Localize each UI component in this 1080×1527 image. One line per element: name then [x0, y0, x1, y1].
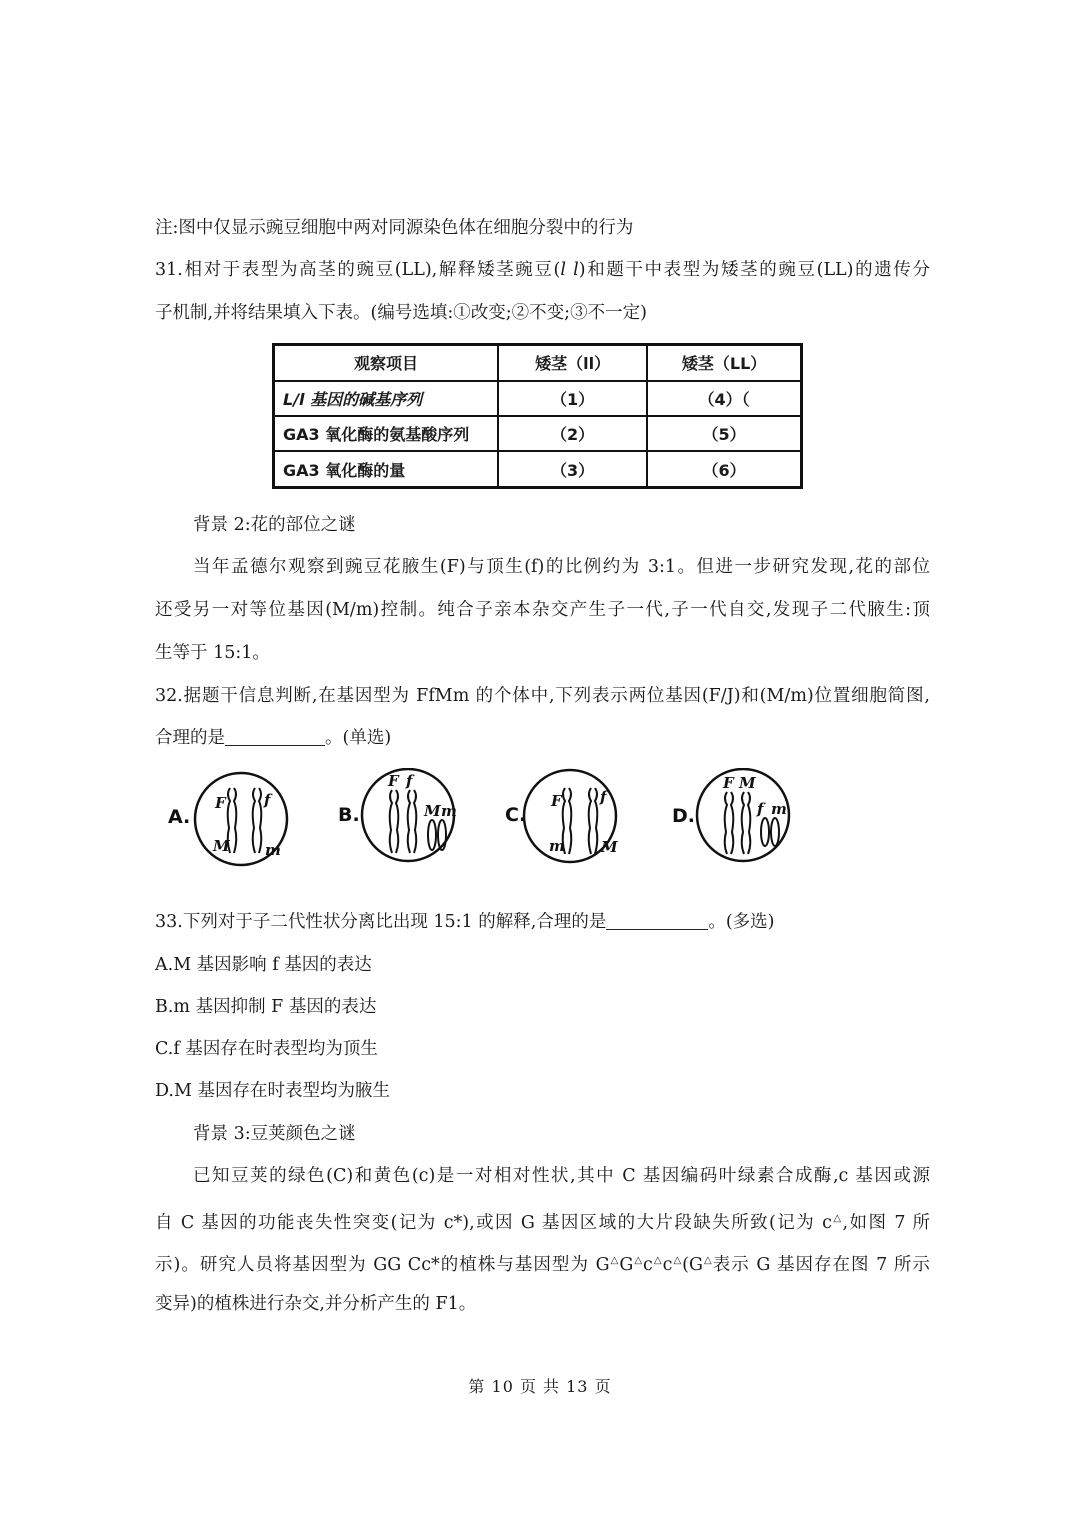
- chromosome: [428, 820, 436, 850]
- table-cell: （4）（: [647, 381, 801, 416]
- figure-note: 注:图中仅显示豌豆细胞中两对同源染色体在细胞分裂中的行为: [155, 218, 634, 238]
- allele-label: m: [441, 802, 457, 820]
- table-cell: （2）: [498, 416, 647, 451]
- option-a-diagram[interactable]: [168, 773, 287, 865]
- bg2-paragraph: 生等于 15:1。: [155, 643, 270, 663]
- page-footer: 第 10 页 共 13 页: [468, 1377, 612, 1396]
- bg3-paragraph: 已知豆荚的绿色(C)和黄色(c)是一对相对性状,其中 C 基因编码叶绿素合成酶,c 基因或源: [193, 1166, 930, 1186]
- option-c-diagram[interactable]: [505, 770, 618, 862]
- bg3-paragraph: 自 C 基因的功能丧失性突变(记为 c*),或因 G 基因区域的大片段缺失所致(记为 c△,如图 7 所: [155, 1212, 931, 1233]
- bg2-title: 背景 2:花的部位之谜: [193, 515, 356, 535]
- q32-line2: 合理的是 。(单选): [155, 728, 392, 748]
- table-row: [274, 381, 802, 416]
- allele-label: m: [265, 841, 281, 859]
- q31-line1: 31.相对于表型为高茎的豌豆(LL),解释矮茎豌豆(l l)和题干中表型为矮茎的豌豆(LL)的遗传分: [155, 260, 930, 280]
- bg3-title: 背景 3:豆荚颜色之谜: [193, 1124, 356, 1144]
- table-header-row: [274, 345, 802, 381]
- table-cell: （3）: [498, 451, 647, 487]
- allele-label: f: [757, 800, 764, 818]
- bg2-paragraph: 还受另一对等位基因(M/m)控制。纯合子亲本杂交产生子一代,子一代自交,发现子二代腋生:顶: [155, 600, 930, 620]
- ll-genotype: l l: [560, 260, 579, 280]
- table-cell: GA3 氧化酶的量: [274, 451, 499, 487]
- bg3-paragraph: 变异)的植株进行杂交,并分析产生的 F1。: [155, 1294, 477, 1314]
- chromosome: [408, 790, 417, 853]
- table-header: 矮茎（ll）: [498, 345, 647, 381]
- allele-label: f: [406, 772, 413, 790]
- chromosome-diagrams: [160, 768, 820, 868]
- bg2-paragraph: 当年孟德尔观察到豌豆花腋生(F)与顶生(f)的比例约为 3:1。但进一步研究发现,花的部位: [193, 557, 930, 577]
- allele-label: m: [549, 837, 565, 855]
- answer-blank[interactable]: [606, 911, 708, 930]
- chromosome: [253, 788, 262, 853]
- allele-label: m: [771, 800, 787, 818]
- option-letter: A.: [168, 806, 191, 828]
- table-cell: L/l 基因的碱基序列: [274, 381, 499, 416]
- q32-line1: 32.据题干信息判断,在基因型为 FfMm 的个体中,下列表示两位基因(F/J)和(M/m)位置细胞简图,: [155, 686, 930, 706]
- option-letter: C.: [505, 804, 527, 826]
- table-row: [274, 416, 802, 451]
- table-cell: （6）: [647, 451, 801, 487]
- chromosome: [725, 792, 734, 854]
- table-header: 观察项目: [274, 345, 499, 381]
- q31-line2: 子机制,并将结果填入下表。(编号选填:①改变;②不变;③不一定): [155, 303, 647, 323]
- option-letter: B.: [338, 804, 360, 826]
- chromosome: [761, 818, 769, 846]
- allele-label: f: [600, 788, 607, 806]
- chromosome: [589, 788, 598, 854]
- table-cell: （1）: [498, 381, 647, 416]
- table-cell: （5）: [647, 416, 801, 451]
- q33-stem: 33.下列对于子二代性状分离比出现 15:1 的解释,合理的是 。(多选): [155, 912, 775, 932]
- chromosome: [742, 792, 751, 854]
- allele-label: M: [739, 774, 756, 792]
- q33-option[interactable]: B.m 基因抑制 F 基因的表达: [155, 997, 377, 1017]
- option-letter: D.: [672, 805, 695, 827]
- allele-label: M: [424, 802, 441, 820]
- option-d-diagram[interactable]: [672, 769, 789, 861]
- allele-label: f: [264, 791, 271, 809]
- table-cell: GA3 氧化酶的氨基酸序列: [274, 416, 499, 451]
- chromosome: [771, 818, 779, 846]
- chromosome: [390, 790, 399, 853]
- answer-blank[interactable]: [225, 727, 325, 746]
- option-b-diagram[interactable]: [338, 769, 457, 861]
- q33-option[interactable]: A.M 基因影响 f 基因的表达: [155, 955, 372, 975]
- table-row: [274, 451, 802, 487]
- allele-label: M: [213, 837, 230, 855]
- observation-table: [272, 343, 803, 489]
- allele-label: F: [388, 772, 399, 790]
- q33-option[interactable]: D.M 基因存在时表型均为腋生: [155, 1081, 390, 1101]
- allele-label: F: [551, 792, 562, 810]
- q33-option[interactable]: C.f 基因存在时表型均为顶生: [155, 1039, 378, 1059]
- bg3-paragraph: 示)。研究人员将基因型为 GG Cc*的植株与基因型为 G△G△c△c△(G△表示 G 基因存在图 7 所示: [155, 1254, 930, 1275]
- allele-label: F: [723, 774, 734, 792]
- table-header: 矮茎（LL）: [647, 345, 801, 381]
- allele-label: M: [601, 838, 618, 856]
- allele-label: F: [215, 794, 226, 812]
